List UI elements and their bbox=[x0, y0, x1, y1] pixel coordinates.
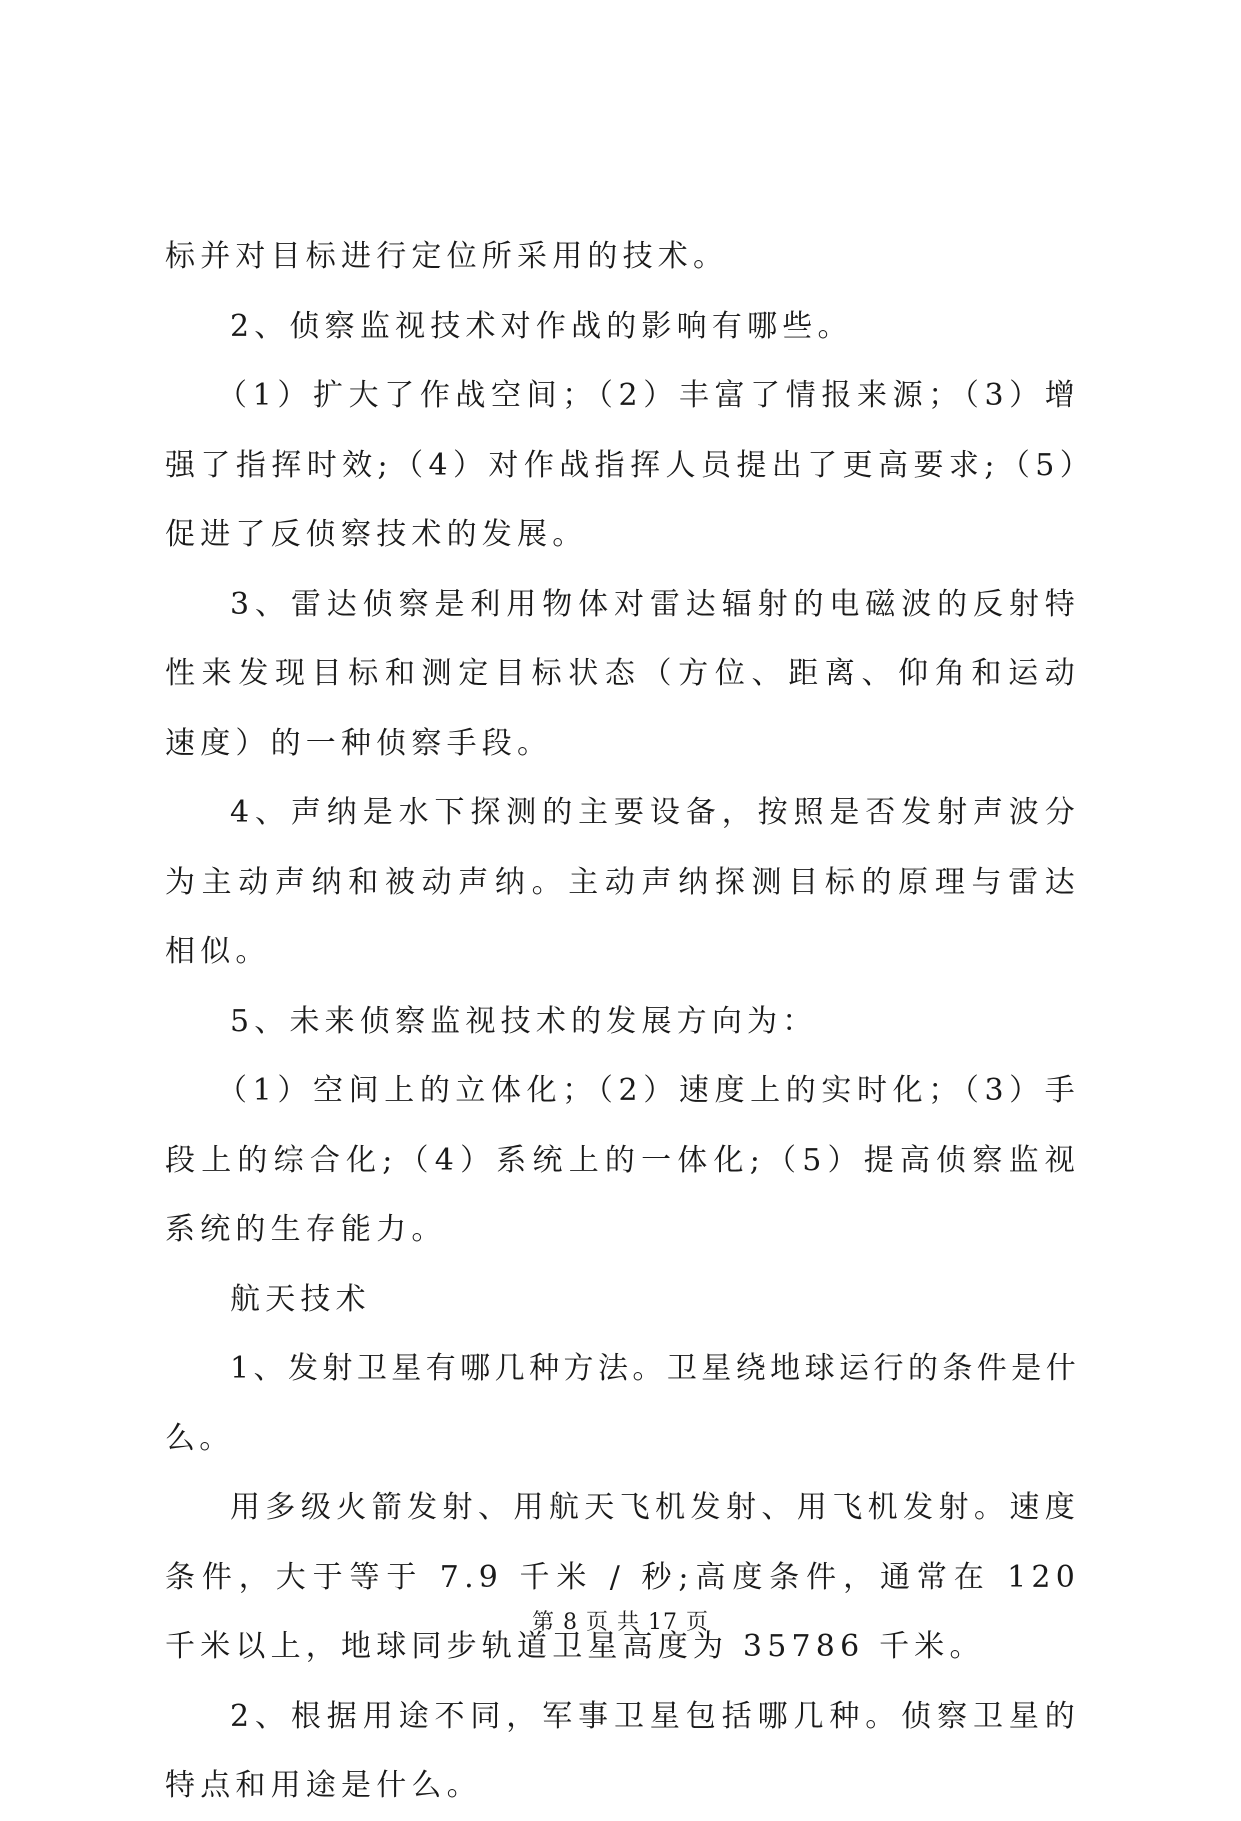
paragraph-radar: 3、雷达侦察是利用物体对雷达辐射的电磁波的反射特性来发现目标和测定目标状态（方位、距离、仰角和运动速度）的一种侦察手段。 bbox=[165, 586, 1080, 761]
paragraph-satellite-question-1: 1、发射卫星有哪几种方法。卫星绕地球运行的条件是什么。 bbox=[165, 1351, 1080, 1456]
paragraph-continuation: 标并对目标进行定位所采用的技术。 bbox=[165, 239, 729, 274]
paragraph-question-2: 2、侦察监视技术对作战的影响有哪些。 bbox=[230, 308, 853, 344]
document-body bbox=[165, 222, 1080, 1821]
paragraph-answer-2: （1）扩大了作战空间；（2）丰富了情报来源；（3）增强了指挥时效;（4）对作战指挥人员提出了更高要求;（5）促进了反侦察技术的发展。 bbox=[165, 378, 1080, 552]
page-number-footer: 第 8 页 共 17 页 bbox=[532, 1610, 709, 1635]
paragraph-question-5: 5、未来侦察监视技术的发展方向为： bbox=[230, 1003, 818, 1039]
paragraph-satellite-answer-1: 用多级火箭发射、用航天飞机发射、用飞机发射。速度条件，大于等于 7.9 千米 / 秒;高度条件，通常在 120 千米以上，地球同步轨道卫星高度为 35786 千米。 bbox=[165, 1490, 1080, 1664]
paragraph-sonar: 4、声纳是水下探测的主要设备，按照是否发射声波分为主动声纳和被动声纳。主动声纳探测目标的原理与雷达相似。 bbox=[165, 795, 1080, 969]
paragraph-satellite-question-2: 2、根据用途不同，军事卫星包括哪几种。侦察卫星的特点和用途是什么。 bbox=[165, 1698, 1080, 1803]
section-heading-space-tech: 航天技术 bbox=[230, 1281, 371, 1317]
paragraph-answer-5: （1）空间上的立体化；（2）速度上的实时化；（3）手段上的综合化;（4）系统上的一体化;（5）提高侦察监视系统的生存能力。 bbox=[165, 1073, 1080, 1247]
